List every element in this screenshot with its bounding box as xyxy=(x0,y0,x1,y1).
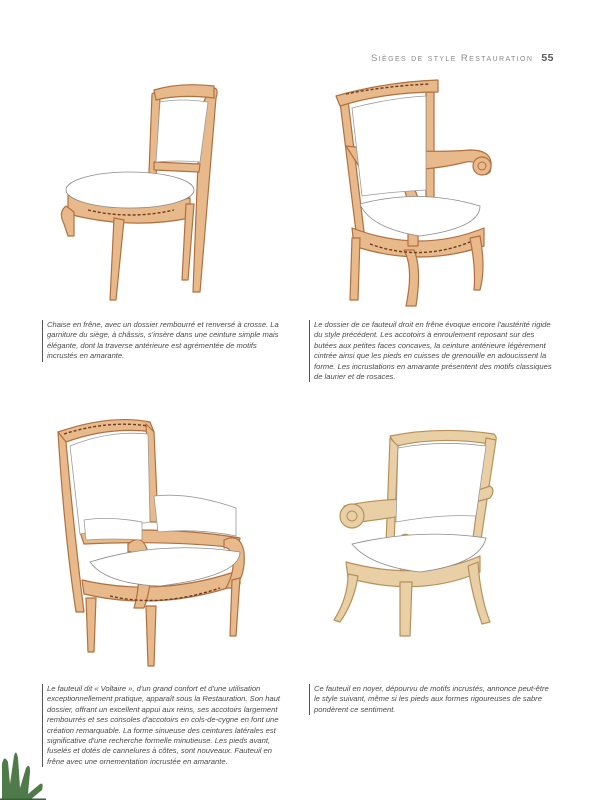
section-title: Sièges de style Restauration xyxy=(370,53,534,64)
armchair-scroll-illustration xyxy=(330,78,510,318)
page-number: 55 xyxy=(541,52,554,64)
caption-armchair-scroll: Le dossier de ce fauteuil droit en frêne évoque encore l'austérité rigide du style précédent. Les accotoirs à enroulement reposant sur des butées aux petites faces concaves, la ceinture antérieure légèrement cintrée ainsi que les pieds en cuisses de grenouille en adoucissent la forme. Les incrustations en amarante présentent des motifs classiques de laurier et de rosaces. xyxy=(309,320,554,382)
caption-voltaire-armchair: Le fauteuil dit « Voltaire », d'un grand confort et d'une utilisation exceptionnellement pratique, apparaît sous la Restauration. Son haut dossier, offrant un excellent appui aux reins, ses accotoirs largement rembourrés et ses consoles d'accotoirs en cols-de-cygne en font une création remarquable. La forme sinueuse des ceintures latérales est significative d'une recherche formelle minutieuse. Les pieds avant, fuselés et dotés de cannelures à côtes, sont nouveaux. Fauteuil en frêne avec une ornementation incrustée en amarante. xyxy=(42,684,283,767)
side-chair-illustration xyxy=(50,80,230,312)
voltaire-armchair-illustration xyxy=(50,412,250,668)
running-head xyxy=(371,52,554,64)
corner-ornament-icon xyxy=(0,744,46,800)
caption-walnut-armchair: Ce fauteuil en noyer, dépourvu de motifs incrustés, annonce peut-être le style suivant, même si les pieds aux formes rigoureuses de sabre pondèrent ce sentiment. xyxy=(309,684,554,715)
walnut-armchair-illustration xyxy=(330,426,510,640)
caption-side-chair: Chaise en frêne, avec un dossier rembourré et renversé à crosse. La garniture du siège, à châssis, s'insère dans une ceinture simple mais élégante, dont la traverse antérieure est agrémentée de motifs incrustés en amarante. xyxy=(42,320,283,362)
